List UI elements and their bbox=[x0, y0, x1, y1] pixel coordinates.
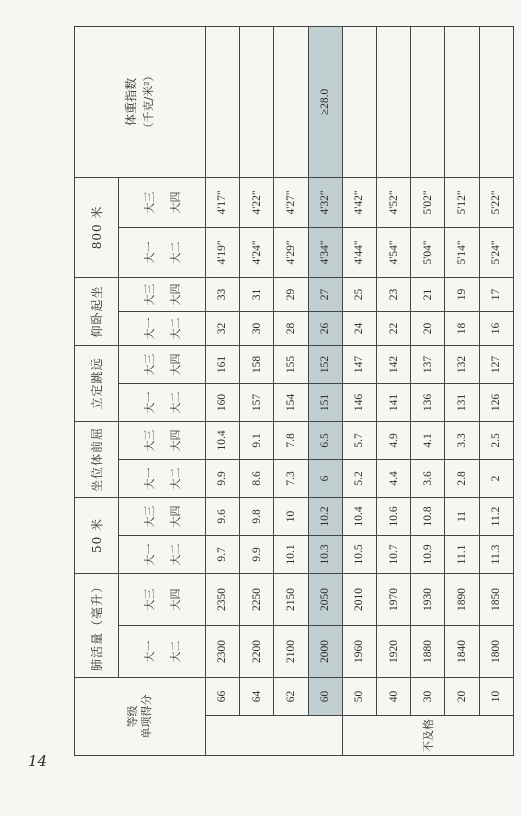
value-cell: 7.3 bbox=[274, 459, 308, 497]
value-cell: 2100 bbox=[274, 626, 308, 678]
lung-y12: 大一 大二 bbox=[119, 626, 206, 678]
table-row bbox=[411, 26, 445, 755]
value-cell: 5'12" bbox=[445, 177, 479, 227]
value-cell: 151 bbox=[308, 383, 342, 421]
value-cell: 26 bbox=[308, 311, 342, 345]
value-cell: 3.3 bbox=[445, 421, 479, 459]
value-cell: 21 bbox=[411, 277, 445, 311]
value-cell: 1930 bbox=[411, 573, 445, 625]
value-cell: 24 bbox=[342, 311, 376, 345]
table-row bbox=[342, 26, 376, 755]
situp-header: 仰卧起坐 bbox=[75, 277, 119, 345]
rotated-table-container bbox=[74, 27, 514, 756]
value-cell: 2 bbox=[479, 459, 513, 497]
value-cell: 1840 bbox=[445, 626, 479, 678]
value-cell: 27 bbox=[308, 277, 342, 311]
value-cell: 6.5 bbox=[308, 421, 342, 459]
bmi-header bbox=[75, 26, 206, 177]
value-cell: 2250 bbox=[240, 573, 274, 625]
bmi-empty-cell bbox=[479, 26, 513, 177]
value-cell: 25 bbox=[342, 277, 376, 311]
value-cell: 4.4 bbox=[376, 459, 410, 497]
value-cell: 11 bbox=[445, 497, 479, 535]
score-cell: 66 bbox=[205, 678, 239, 716]
situp-y12: 大一 大二 bbox=[119, 311, 206, 345]
value-cell: 4.1 bbox=[411, 421, 445, 459]
score-cell: 20 bbox=[445, 678, 479, 716]
grade-label: 等级 bbox=[125, 705, 139, 728]
value-cell: 18 bbox=[445, 311, 479, 345]
value-cell: 136 bbox=[411, 383, 445, 421]
value-cell: 1960 bbox=[342, 626, 376, 678]
value-cell: 2350 bbox=[205, 573, 239, 625]
value-cell: 5'22" bbox=[479, 177, 513, 227]
value-cell: 10.1 bbox=[274, 535, 308, 573]
value-cell: 17 bbox=[479, 277, 513, 311]
value-cell: 5'14" bbox=[445, 227, 479, 277]
score-cell: 62 bbox=[274, 678, 308, 716]
value-cell: 31 bbox=[240, 277, 274, 311]
value-cell: 4'32" bbox=[308, 177, 342, 227]
value-cell: 9.7 bbox=[205, 535, 239, 573]
bmi-empty-cell bbox=[411, 26, 445, 177]
value-cell: 10.4 bbox=[342, 497, 376, 535]
value-cell: 4'24" bbox=[240, 227, 274, 277]
score-cell: 64 bbox=[240, 678, 274, 716]
value-cell: 9.6 bbox=[205, 497, 239, 535]
value-cell: 10.4 bbox=[205, 421, 239, 459]
bmi-unit: （千克/米²） bbox=[142, 70, 156, 134]
long-jump-header: 立定跳远 bbox=[75, 345, 119, 421]
run800-y12: 大一 大二 bbox=[119, 227, 206, 277]
bmi-empty-cell bbox=[376, 26, 410, 177]
value-cell: 23 bbox=[376, 277, 410, 311]
value-cell: 5.2 bbox=[342, 459, 376, 497]
sitreach-y34: 大三 大四 bbox=[119, 421, 206, 459]
header-row-top bbox=[75, 26, 119, 755]
value-cell: 8.6 bbox=[240, 459, 274, 497]
value-cell: 10.6 bbox=[376, 497, 410, 535]
value-cell: 11.3 bbox=[479, 535, 513, 573]
value-cell: 10 bbox=[274, 497, 308, 535]
value-cell: 4.9 bbox=[376, 421, 410, 459]
value-cell: 152 bbox=[308, 345, 342, 383]
value-cell: 4'27" bbox=[274, 177, 308, 227]
bmi-empty-cell bbox=[274, 26, 308, 177]
value-cell: 2200 bbox=[240, 626, 274, 678]
run800-header: 800 米 bbox=[75, 177, 119, 277]
value-cell: 4'19" bbox=[205, 227, 239, 277]
value-cell: 22 bbox=[376, 311, 410, 345]
bmi-empty-cell bbox=[240, 26, 274, 177]
value-cell: 4'52" bbox=[376, 177, 410, 227]
value-cell: 2050 bbox=[308, 573, 342, 625]
run50-y34: 大三 大四 bbox=[119, 497, 206, 535]
value-cell: 29 bbox=[274, 277, 308, 311]
value-cell: 33 bbox=[205, 277, 239, 311]
table-row bbox=[240, 26, 274, 755]
value-cell: 141 bbox=[376, 383, 410, 421]
value-cell: 5'24" bbox=[479, 227, 513, 277]
value-cell: 32 bbox=[205, 311, 239, 345]
single-score-label: 单项得分 bbox=[139, 694, 153, 739]
value-cell: 146 bbox=[342, 383, 376, 421]
bmi-value-cell: ≥28.0 bbox=[308, 26, 342, 177]
value-cell: 157 bbox=[240, 383, 274, 421]
value-cell: 160 bbox=[205, 383, 239, 421]
value-cell: 2010 bbox=[342, 573, 376, 625]
value-cell: 28 bbox=[274, 311, 308, 345]
value-cell: 4'22" bbox=[240, 177, 274, 227]
table-row bbox=[445, 26, 479, 755]
value-cell: 10.5 bbox=[342, 535, 376, 573]
value-cell: 5'02" bbox=[411, 177, 445, 227]
value-cell: 127 bbox=[479, 345, 513, 383]
value-cell: 19 bbox=[445, 277, 479, 311]
value-cell: 5'04" bbox=[411, 227, 445, 277]
fail-label: 不及格 bbox=[421, 719, 435, 752]
value-cell: 10.9 bbox=[411, 535, 445, 573]
value-cell: 1880 bbox=[411, 626, 445, 678]
value-cell: 161 bbox=[205, 345, 239, 383]
page-number: 14 bbox=[28, 752, 48, 770]
value-cell: 9.8 bbox=[240, 497, 274, 535]
value-cell: 5.7 bbox=[342, 421, 376, 459]
value-cell: 1850 bbox=[479, 573, 513, 625]
value-cell: 9.1 bbox=[240, 421, 274, 459]
value-cell: 10.2 bbox=[308, 497, 342, 535]
fail-grade-cell bbox=[342, 716, 513, 756]
value-cell: 4'17" bbox=[205, 177, 239, 227]
value-cell: 20 bbox=[411, 311, 445, 345]
score-cell: 60 bbox=[308, 678, 342, 716]
value-cell: 10.8 bbox=[411, 497, 445, 535]
value-cell: 9.9 bbox=[205, 459, 239, 497]
table-row bbox=[376, 26, 410, 755]
value-cell: 1800 bbox=[479, 626, 513, 678]
bmi-empty-cell bbox=[205, 26, 239, 177]
bmi-title: 体重指数 bbox=[124, 77, 139, 126]
situp-y34: 大三 大四 bbox=[119, 277, 206, 311]
value-cell: 1890 bbox=[445, 573, 479, 625]
score-cell: 50 bbox=[342, 678, 376, 716]
value-cell: 7.8 bbox=[274, 421, 308, 459]
value-cell: 2.5 bbox=[479, 421, 513, 459]
score-cell: 10 bbox=[479, 678, 513, 716]
score-cell: 40 bbox=[376, 678, 410, 716]
sitreach-y12: 大一 大二 bbox=[119, 459, 206, 497]
value-cell: 142 bbox=[376, 345, 410, 383]
value-cell: 155 bbox=[274, 345, 308, 383]
value-cell: 154 bbox=[274, 383, 308, 421]
jump-y12: 大一 大二 bbox=[119, 383, 206, 421]
value-cell: 158 bbox=[240, 345, 274, 383]
value-cell: 16 bbox=[479, 311, 513, 345]
bmi-empty-cell bbox=[445, 26, 479, 177]
value-cell: 1920 bbox=[376, 626, 410, 678]
value-cell: 2.8 bbox=[445, 459, 479, 497]
table-row bbox=[479, 26, 513, 755]
grade-header bbox=[75, 678, 206, 756]
value-cell: 137 bbox=[411, 345, 445, 383]
sit-reach-header: 坐位体前屈 bbox=[75, 421, 119, 497]
value-cell: 9.9 bbox=[240, 535, 274, 573]
run50-header: 50 米 bbox=[75, 497, 119, 573]
value-cell: 1970 bbox=[376, 573, 410, 625]
value-cell: 4'54" bbox=[376, 227, 410, 277]
score-cell: 30 bbox=[411, 678, 445, 716]
bmi-empty-cell bbox=[342, 26, 376, 177]
run50-y12: 大一 大二 bbox=[119, 535, 206, 573]
value-cell: 2000 bbox=[308, 626, 342, 678]
value-cell: 3.6 bbox=[411, 459, 445, 497]
table-row bbox=[205, 26, 239, 755]
value-cell: 4'42" bbox=[342, 177, 376, 227]
run800-y34: 大三 大四 bbox=[119, 177, 206, 227]
pass-grade-cell bbox=[205, 716, 342, 756]
lung-capacity-header: 肺活量（毫升） bbox=[75, 573, 119, 677]
value-cell: 126 bbox=[479, 383, 513, 421]
value-cell: 132 bbox=[445, 345, 479, 383]
table-row-highlighted bbox=[308, 26, 342, 755]
value-cell: 10.3 bbox=[308, 535, 342, 573]
value-cell: 11.2 bbox=[479, 497, 513, 535]
value-cell: 30 bbox=[240, 311, 274, 345]
lung-y34: 大三 大四 bbox=[119, 573, 206, 625]
value-cell: 4'29" bbox=[274, 227, 308, 277]
jump-y34: 大三 大四 bbox=[119, 345, 206, 383]
value-cell: 6 bbox=[308, 459, 342, 497]
fitness-standard-table bbox=[74, 26, 514, 756]
value-cell: 4'44" bbox=[342, 227, 376, 277]
value-cell: 2150 bbox=[274, 573, 308, 625]
value-cell: 131 bbox=[445, 383, 479, 421]
value-cell: 147 bbox=[342, 345, 376, 383]
value-cell: 11.1 bbox=[445, 535, 479, 573]
table-row bbox=[274, 26, 308, 755]
value-cell: 4'34" bbox=[308, 227, 342, 277]
value-cell: 2300 bbox=[205, 626, 239, 678]
value-cell: 10.7 bbox=[376, 535, 410, 573]
